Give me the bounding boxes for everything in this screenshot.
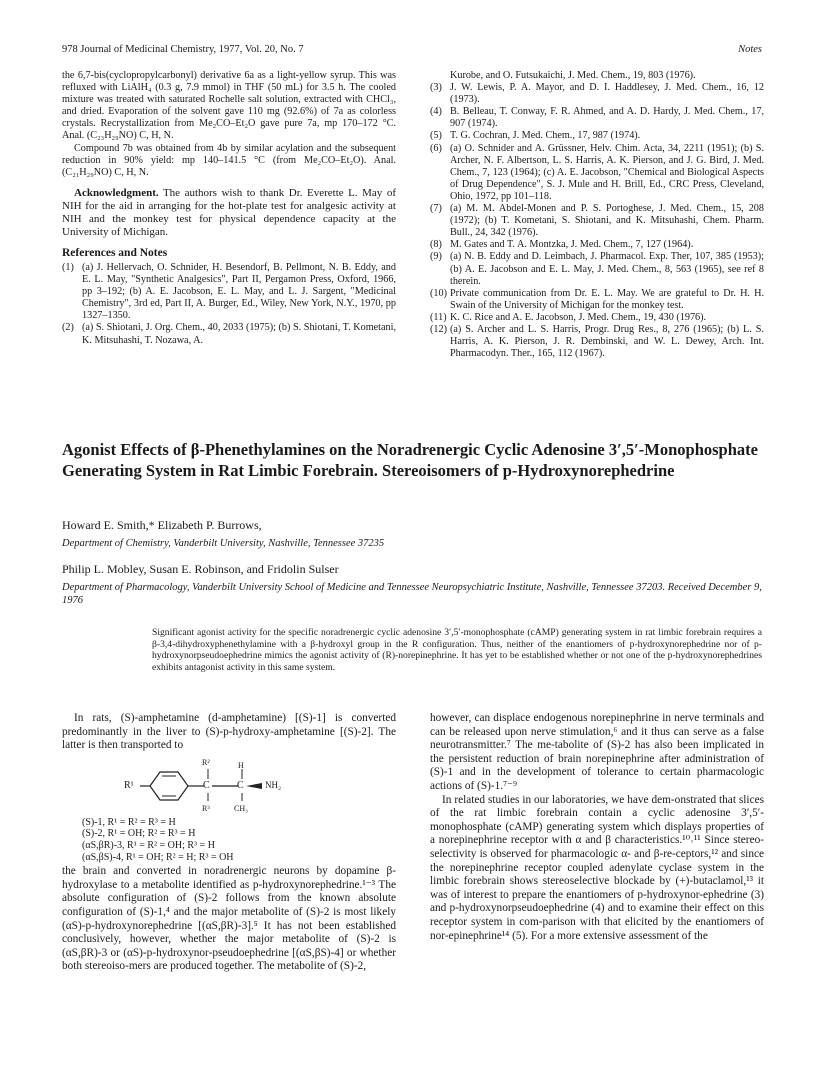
body-paragraph: the brain and converted in noradrenergic neurons by dopamine β-hydroxylase to a metabolite identified as p-hydroxynorephedrine.¹⁻³ The absolute configuration of (S)-2 follows from the known absolute configuration of (S)-1,⁴ and the major metabolite of (S)-2 is most likely (αS)-p-hydroxynorephedrine [(αS,βR)-3].⁵ It has not been established conclusively, however, whether the major metabolite of (S)-2 is (αS,βR)-3 or (αS)-p-hydroxynor-pseudoephedrine [(αS,βS)-4] or whether both stereoiso-mers are produced together. The metabolite of (S)-2,	[62, 865, 396, 973]
compound-definition: (S)-1, R¹ = R² = R³ = H	[82, 816, 176, 828]
experimental-paragraph: the 6,7-bis(cyclopropylcarbonyl) derivative 6a as a light-yellow syrup. This was refluxed with LiAlH₄ (0.3 g, 7.9 mmol) in THF (50 mL) for 3.5 h. The cooled mixture was treated with saturated Rochelle salt solution, extracted with CHCl₃, and dried. Evaporation of the solvent gave 110 mg (92.6%) of 7a as colorless crystals. Recrystallization from Me₂CO–Et₂O gave pure 7a, mp 170–172 °C. Anal. (C₂₃H₂₉NO) C, H, N.	[62, 70, 396, 142]
r3-label: R³	[202, 803, 210, 813]
authors-chemistry: Howard E. Smith,* Elizabeth P. Burrows,	[62, 518, 262, 532]
carbon-beta: C	[203, 779, 210, 791]
reference-item: (4) B. Belleau, T. Conway, F. R. Ahmed, and A. D. Hardy, J. Med. Chem., 17, 907 (1974).	[430, 106, 764, 130]
article-title: Agonist Effects of β-Phenethylamines on the Noradrenergic Cyclic Adenosine 3′,5′-Monophosphate Generating System in Rat Limbic Forebrain. Stereoisomers of p-Hydroxynorephedrine	[62, 440, 758, 480]
hydrogen-label: H	[238, 760, 244, 770]
journal-citation: 978 Journal of Medicinal Chemistry, 1977, Vol. 20, No. 7	[62, 44, 304, 55]
reference-item: (11) K. C. Rice and A. E. Jacobson, J. Med. Chem., 19, 430 (1976).	[430, 311, 707, 323]
chemical-structure	[62, 757, 396, 815]
carbon-alpha: C	[237, 779, 244, 791]
reference-item: (8) M. Gates and T. A. Montzka, J. Med. Chem., 7, 127 (1964).	[430, 239, 694, 251]
reference-item: Kurobe, and O. Futsukaichi, J. Med. Chem., 19, 803 (1976).	[450, 70, 696, 81]
right-column-references	[430, 70, 764, 360]
references-heading: References and Notes	[62, 246, 168, 259]
affiliation-pharmacology: Department of Pharmacology, Vanderbilt University School of Medicine and Tennessee Neuropsychiatric Institute, Nashville, Tennessee 37203. Received December 9, 1976	[62, 582, 762, 606]
r1-label: R¹	[124, 779, 134, 791]
authors-pharmacology: Philip L. Mobley, Susan E. Robinson, and Fridolin Sulser	[62, 562, 339, 576]
acknowledgment-text: The authors wish to thank Dr. Everette L. May of NIH for the aid in arranging for the hot-plate test for analgesic activity at NIH and the monkey test for physical dependence capacity at the University of Michigan.	[62, 186, 396, 238]
compound-definition: (S)-2, R¹ = OH; R² = R³ = H	[82, 828, 196, 840]
methyl-label: CH₃	[234, 803, 248, 813]
reference-item: (6) (a) O. Schnider and A. Grüssner, Helv. Chim. Acta, 34, 2211 (1951); (b) S. Archer, N. F. Albertson, L. S. Harris, A. K. Pierson, and J. G. Bird, J. Med. Chem., 7, 123 (1964); (c) A. E. Jacobson, "Chemical and Biological Aspects of Drug Dependence", S. J. Mule and H. Brill, Ed., CRC Press, Cleveland, Ohio, 1972, pp 101–118.	[430, 142, 764, 202]
compound-definition: (αS,βR)-3, R¹ = R² = OH; R³ = H	[82, 839, 215, 851]
amine-label: NH₂	[265, 779, 282, 790]
abstract: Significant agonist activity for the specific noradrenergic cyclic adenosine 3′,5′-monophosphate (cAMP) generating system in rat limbic forebrain requires a β-3,4-dihydroxyphenethylamine with a β-hydroxyl group in the R configuration. Thus, neither of the enantiomers of p-hydroxynorephedrine nor of p-hydroxynorpseudoephedrine mimics the agonist activity of (R)-norepinephrine. It has yet to be established whether or not one of the p-hydroxynorephedrines exhibits antagonist activity in this same system.	[152, 627, 762, 673]
compound-definition: (αS,βS)-4, R¹ = OH; R² = H; R³ = OH	[82, 851, 234, 863]
compound-definitions	[82, 817, 396, 863]
body-paragraph: In related studies in our laboratories, we have dem-onstrated that slices of the rat limbic forebrain contain a cyclic adenosine 3′,5′-monophosphate (cAMP) generating system which displays properties of a norepinephrine receptor with α and β characteristics.¹⁰˒¹¹ Since stereo-selectivity is observed for pharmacologic α- and β-re-ceptors,¹² and since the norepinephrine receptor coupled adenylate cyclase system in the limbic forebrain shows stereoselective blockade by (+)-butaclamol,¹³ it was of interest to prepare the enantiomers of p-hydroxynor-ephedrine (3) and p-hydroxynorpseudoephedrine (4) and to examine their effect on this receptor system in com-parison with that elicited by the enantiomers of nor-epinephrine¹⁴ (5). For a more extensive assessment of the	[430, 793, 764, 942]
reference-item: (1) (a) J. Hellervach, O. Schnider, H. Besendorf, B. Pellmont, N. B. Eddy, and E. L. May, "Synthetic Analgesics", Part II, Pergamon Press, Oxford, 1966, pp 3–192; (b) A. E. Jacobson, E. L. May, and L. J. Sargent, "Medicinal Chemistry", 3rd ed, Part II, A. Burger, Ed., Wiley, New York, N.Y., 1970, pp 1327–1350.	[62, 261, 396, 322]
body-left-column	[62, 712, 396, 974]
reference-item: (5) T. G. Cochran, J. Med. Chem., 17, 987 (1974).	[430, 130, 641, 142]
body-paragraph: In rats, (S)-amphetamine (d-amphetamine) [(S)-1] is converted predominantly in the liver to (S)-p-hydroxy-amphetamine [(S)-2]. The latter is then transported to	[62, 712, 396, 752]
acknowledgment-heading: Acknowledgment.	[74, 186, 159, 199]
reference-item: (12) (a) S. Archer and L. S. Harris, Progr. Drug Res., 8, 276 (1965); (b) L. S. Harris, A. K. Pierson, J. R. Dembinski, and W. L. Dewey, Arch. Int. Pharmacodyn. Ther., 165, 112 (1967).	[430, 323, 764, 360]
reference-item: (2) (a) S. Shiotani, J. Org. Chem., 40, 2033 (1975); (b) S. Shiotani, T. Kometani, K. Mitsuhashi, T. Nozawa, A.	[62, 322, 396, 346]
reference-item: (10) Private communication from Dr. E. L. May. We are grateful to Dr. H. H. Swain of the University of Michigan for the monkey test.	[430, 287, 764, 311]
reference-item: (7) (a) M. M. Abdel-Monen and P. S. Portoghese, J. Med. Chem., 15, 208 (1972); (b) T. Kometani, S. Shiotani, and K. Mitsuhashi, Chem. Pharm. Bull., 24, 342 (1976).	[430, 203, 764, 239]
acknowledgment	[62, 187, 396, 239]
reference-item: (3) J. W. Lewis, P. A. Mayor, and D. I. Haddlesey, J. Med. Chem., 16, 12 (1973).	[430, 82, 764, 106]
section-label: Notes	[738, 44, 762, 55]
body-paragraph: however, can displace endogenous norepinephrine in nerve terminals and can be released upon nerve stimulation,⁶ and it thus can serve as a false neurotransmitter.⁷ The me-tabolite of (S)-2 has also been implicated in the persistent reduction of brain norepinephrine after administration of (S)-1 and in the development of tolerance to certain pharmacologic actions of (S)-1.⁷⁻⁹	[430, 712, 764, 792]
body-right-column	[430, 712, 764, 943]
affiliation-chemistry: Department of Chemistry, Vanderbilt University, Nashville, Tennessee 37235	[62, 538, 385, 549]
experimental-paragraph: Compound 7b was obtained from 4b by similar acylation and the subsequent reduction in 90% yield: mp 140–141.5 °C (from Me₂CO–Et₂O). Anal. (C₂₁H₂₉NO) C, H, N.	[62, 142, 396, 178]
r2-label: R²	[202, 757, 210, 767]
left-column-top	[62, 70, 396, 347]
reference-item: (9) (a) N. B. Eddy and D. Leimbach, J. Pharmacol. Exp. Ther, 107, 385 (1953); (b) A. E. Jacobson and E. L. May, J. Med. Chem., 8, 563 (1965), see ref 8 therein.	[430, 251, 764, 287]
phenethylamine-structure-diagram	[112, 757, 352, 815]
